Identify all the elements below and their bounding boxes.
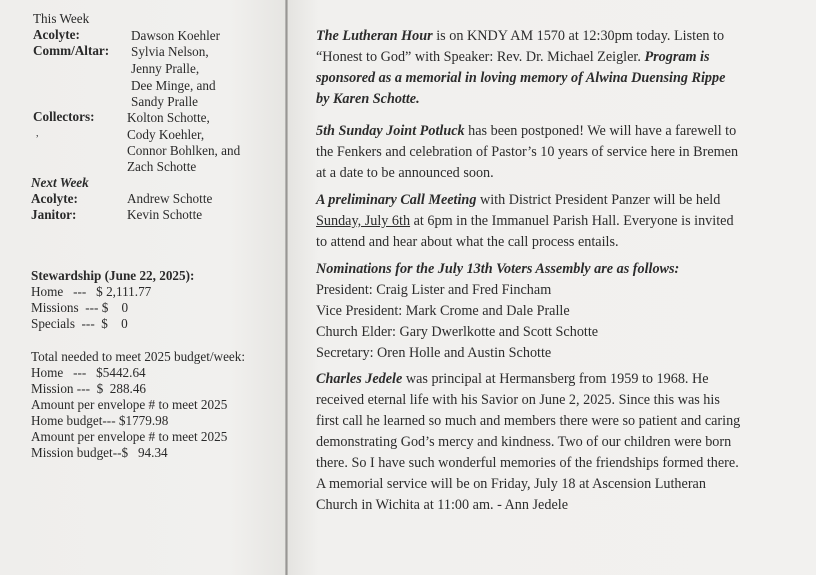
comm-altar-name: Jenny Pralle, (131, 61, 200, 76)
budget-line: Mission budget--$ 94.34 (31, 445, 168, 460)
text-run: at 6pm in the Immanuel Parish Hall. Everyone is invited (410, 213, 734, 229)
janitor-name: Kevin Schotte (127, 207, 203, 222)
collector-name: Kolton Schotte, (127, 110, 210, 125)
text-run: sponsored as a memorial in loving memory of Alwina Duensing Rippe (316, 70, 726, 86)
call-meeting-date: Sunday, July 6th (316, 213, 411, 229)
lutheran-hour-paragraph (316, 26, 806, 110)
text-run: is on KNDY AM 1570 at 12:30pm today. Listen to (432, 28, 725, 44)
budget-line: Mission --- $ 288.46 (31, 381, 147, 396)
text-run: A memorial service will be on Friday, July 18 at Ascension Lutheran (316, 476, 706, 492)
janitor-label: Janitor: (31, 207, 77, 222)
comm-altar-name: Sylvia Nelson, (131, 44, 209, 59)
text-run: was principal at Hermansberg from 1959 to 1968. He (402, 371, 709, 387)
budget-line: Total needed to meet 2025 budget/week: (31, 349, 246, 364)
budget-line: Home --- $5442.64 (31, 365, 146, 380)
acolyte-name: Dawson Koehler (131, 28, 220, 43)
collector-name: Connor Bohlken, and (127, 143, 241, 158)
text-run: with District President Panzer will be held (476, 192, 721, 208)
text-run: has been postponed! We will have a farewell to (464, 123, 737, 139)
stewardship-line: Home --- $ 2,111.77 (31, 284, 152, 299)
next-acolyte-label: Acolyte: (31, 191, 78, 206)
stewardship-line: Missions --- $ 0 (31, 300, 129, 315)
call-meeting-paragraph (316, 190, 806, 253)
call-meeting-title: A preliminary Call Meeting (316, 192, 477, 208)
jedele-name: Charles Jedele (316, 371, 403, 387)
text-run: Church in Wichita at 11:00 am. - Ann Jedele (316, 497, 568, 513)
nomination-line: Vice President: Mark Crome and Dale Pralle (316, 303, 570, 319)
nomination-line: President: Craig Lister and Fred Fincham (316, 282, 552, 298)
next-week-heading: Next Week (31, 175, 89, 190)
text-run: there. So I have such wonderful memories of the friendships formed there. (316, 455, 739, 471)
collectors-label: Collectors: (33, 109, 95, 124)
nominations-heading: Nominations for the July 13th Voters Assembly are as follows: (316, 261, 680, 277)
this-week-heading: This Week (33, 11, 90, 26)
stewardship-heading: Stewardship (June 22, 2025): (31, 268, 195, 283)
potluck-title: 5th Sunday Joint Potluck (316, 123, 465, 139)
jedele-paragraph (316, 369, 806, 516)
comm-altar-label: Comm/Altar: (33, 43, 110, 58)
budget-line: Amount per envelope # to meet 2025 (31, 429, 228, 444)
text-run: first call he learned so much and members there were so patient and caring (316, 413, 741, 429)
text-run: at a date to be announced soon. (316, 165, 494, 181)
lutheran-hour-title: The Lutheran Hour (316, 28, 433, 44)
page-fold (285, 0, 288, 575)
stray-mark: , (36, 128, 39, 139)
budget-line: Amount per envelope # to meet 2025 (31, 397, 228, 412)
comm-altar-name: Sandy Pralle (131, 94, 199, 109)
acolyte-label: Acolyte: (33, 27, 80, 42)
nomination-line: Church Elder: Gary Dwerlkotte and Scott Schotte (316, 324, 599, 340)
text-run: demonstrating God’s mercy and kindness. Two of our children were born (316, 434, 732, 450)
text-run: by Karen Schotte. (316, 91, 420, 107)
nomination-line: Secretary: Oren Holle and Austin Schotte (316, 345, 552, 361)
text-run: to attend and hear about what the call process entails. (316, 234, 619, 250)
text-run: received eternal life with his Savior on June 2, 2025. Since this was his (316, 392, 720, 408)
comm-altar-name: Dee Minge, and (131, 78, 216, 93)
collector-name: Zach Schotte (127, 159, 197, 174)
text-run: Program is (644, 49, 710, 65)
text-run: “Honest to God” with Speaker: Rev. Dr. Michael Zeigler. (316, 49, 645, 65)
stewardship-line: Specials --- $ 0 (31, 316, 128, 331)
text-run: the Fenkers and celebration of Pastor’s 10 years of service here in Bremen (316, 144, 739, 160)
next-acolyte-name: Andrew Schotte (127, 191, 213, 206)
potluck-paragraph (316, 121, 806, 184)
collector-name: Cody Koehler, (127, 127, 205, 142)
budget-line: Home budget--- $1779.98 (31, 413, 169, 428)
nominations-section (316, 259, 806, 364)
